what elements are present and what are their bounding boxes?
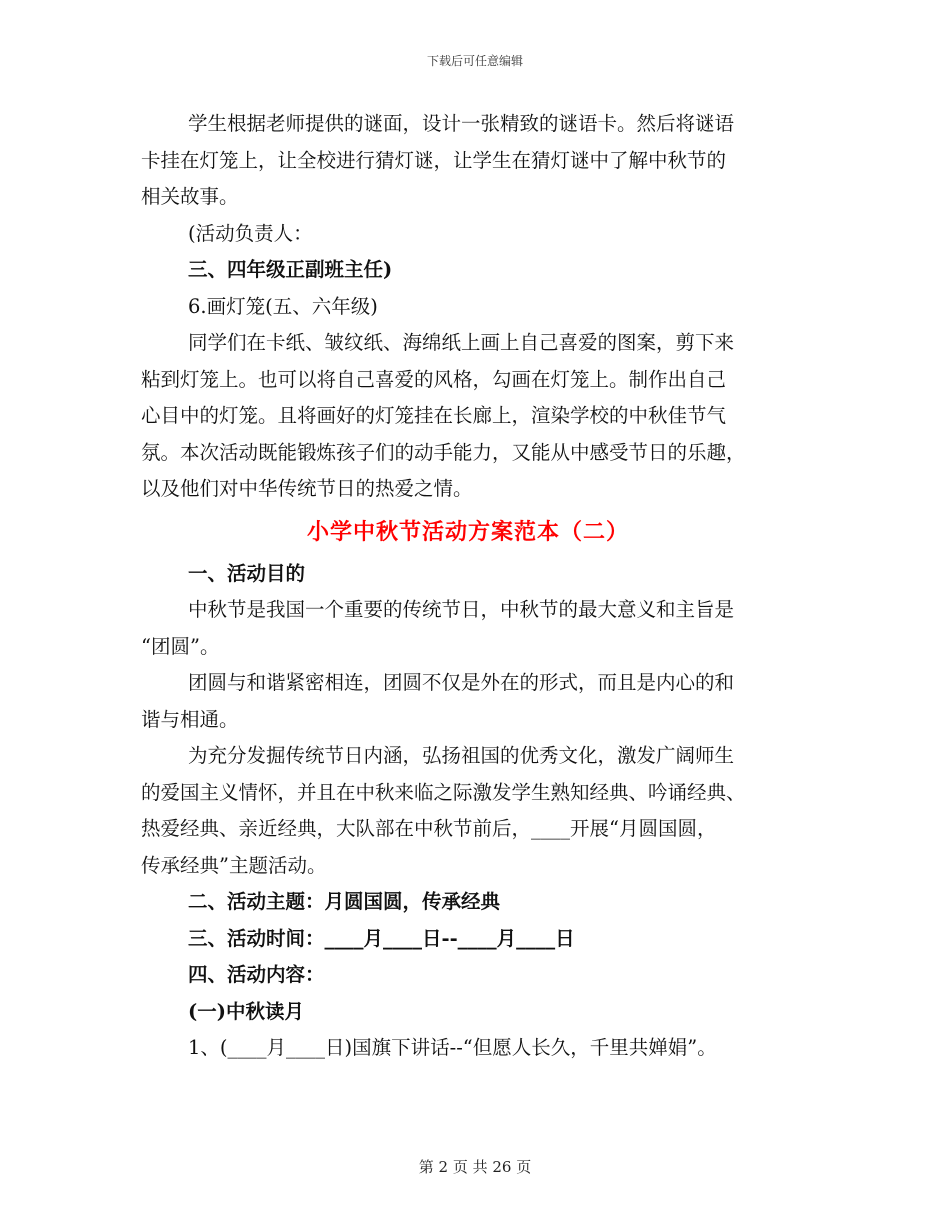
section-heading: 四、活动内容：: [188, 963, 325, 986]
section-title: 小学中秋节活动方案范本（二）: [306, 518, 629, 545]
paragraph-line: 心目中的灯笼。且将画好的灯笼挂在长廊上，渲染学校的中秋佳节气: [141, 404, 727, 427]
paragraph-line: 氛。本次活动既能锻炼孩子们的动手能力，又能从中感受节日的乐趣，: [141, 440, 746, 464]
page-number: 第 2 页 共 26 页: [418, 1158, 532, 1176]
paragraph-line: “团圆”。: [141, 634, 220, 658]
bold-line: 三、四年级正副班主任): [188, 258, 393, 281]
section-heading: 一、活动目的: [188, 561, 306, 585]
paragraph-line: 粘到灯笼上。也可以将自己喜爱的风格，勾画在灯笼上。制作出自己: [141, 367, 727, 391]
paragraph-line: 同学们在卡纸、皱纹纸、海绵纸上画上自己喜爱的图案，剪下来: [188, 331, 735, 354]
paragraph-line: 相关故事。: [141, 185, 239, 208]
paragraph-line: 1、(____月____日)国旗下讲话--“但愿人长久，千里共婵娟”。: [188, 1036, 717, 1059]
paragraph-line: 为充分发掘传统节日内涵，弘扬祖国的优秀文化，激发广阔师生: [188, 744, 735, 767]
item-heading: 6.画灯笼(五、六年级): [188, 294, 378, 318]
paragraph-line: (活动负责人：: [188, 221, 313, 245]
section-heading: 二、活动主题：月圆国圆，传承经典: [188, 890, 501, 913]
paragraph-line: 学生根据老师提供的谜面，设计一张精致的谜语卡。然后将谜语: [188, 112, 735, 135]
paragraph-line: 以及他们对中华传统节日的热爱之情。: [141, 477, 473, 500]
section-heading: 三、活动时间：____月____日--____月____日: [188, 926, 575, 950]
paragraph-line: 热爱经典、亲近经典，大队部在中秋节前后，____开展“月圆国圆，: [141, 817, 717, 840]
paragraph-line: 团圆与和谐紧密相连，团圆不仅是外在的形式，而且是内心的和: [188, 671, 735, 694]
paragraph-line: 传承经典”主题活动。: [141, 853, 327, 877]
page-header-note: 下载后可任意编辑: [426, 54, 523, 68]
paragraph-line: 卡挂在灯笼上，让全校进行猜灯谜，让学生在猜灯谜中了解中秋节的: [141, 148, 727, 172]
subsection-heading: (一)中秋读月: [188, 999, 304, 1023]
paragraph-line: 的爱国主义情怀，并且在中秋来临之际激发学生熟知经典、吟诵经典、: [141, 780, 746, 804]
document-body: [141, 106, 801, 1067]
paragraph-line: 中秋节是我国一个重要的传统节日，中秋节的最大意义和主旨是: [188, 598, 735, 621]
paragraph-line: 谐与相通。: [141, 707, 239, 731]
